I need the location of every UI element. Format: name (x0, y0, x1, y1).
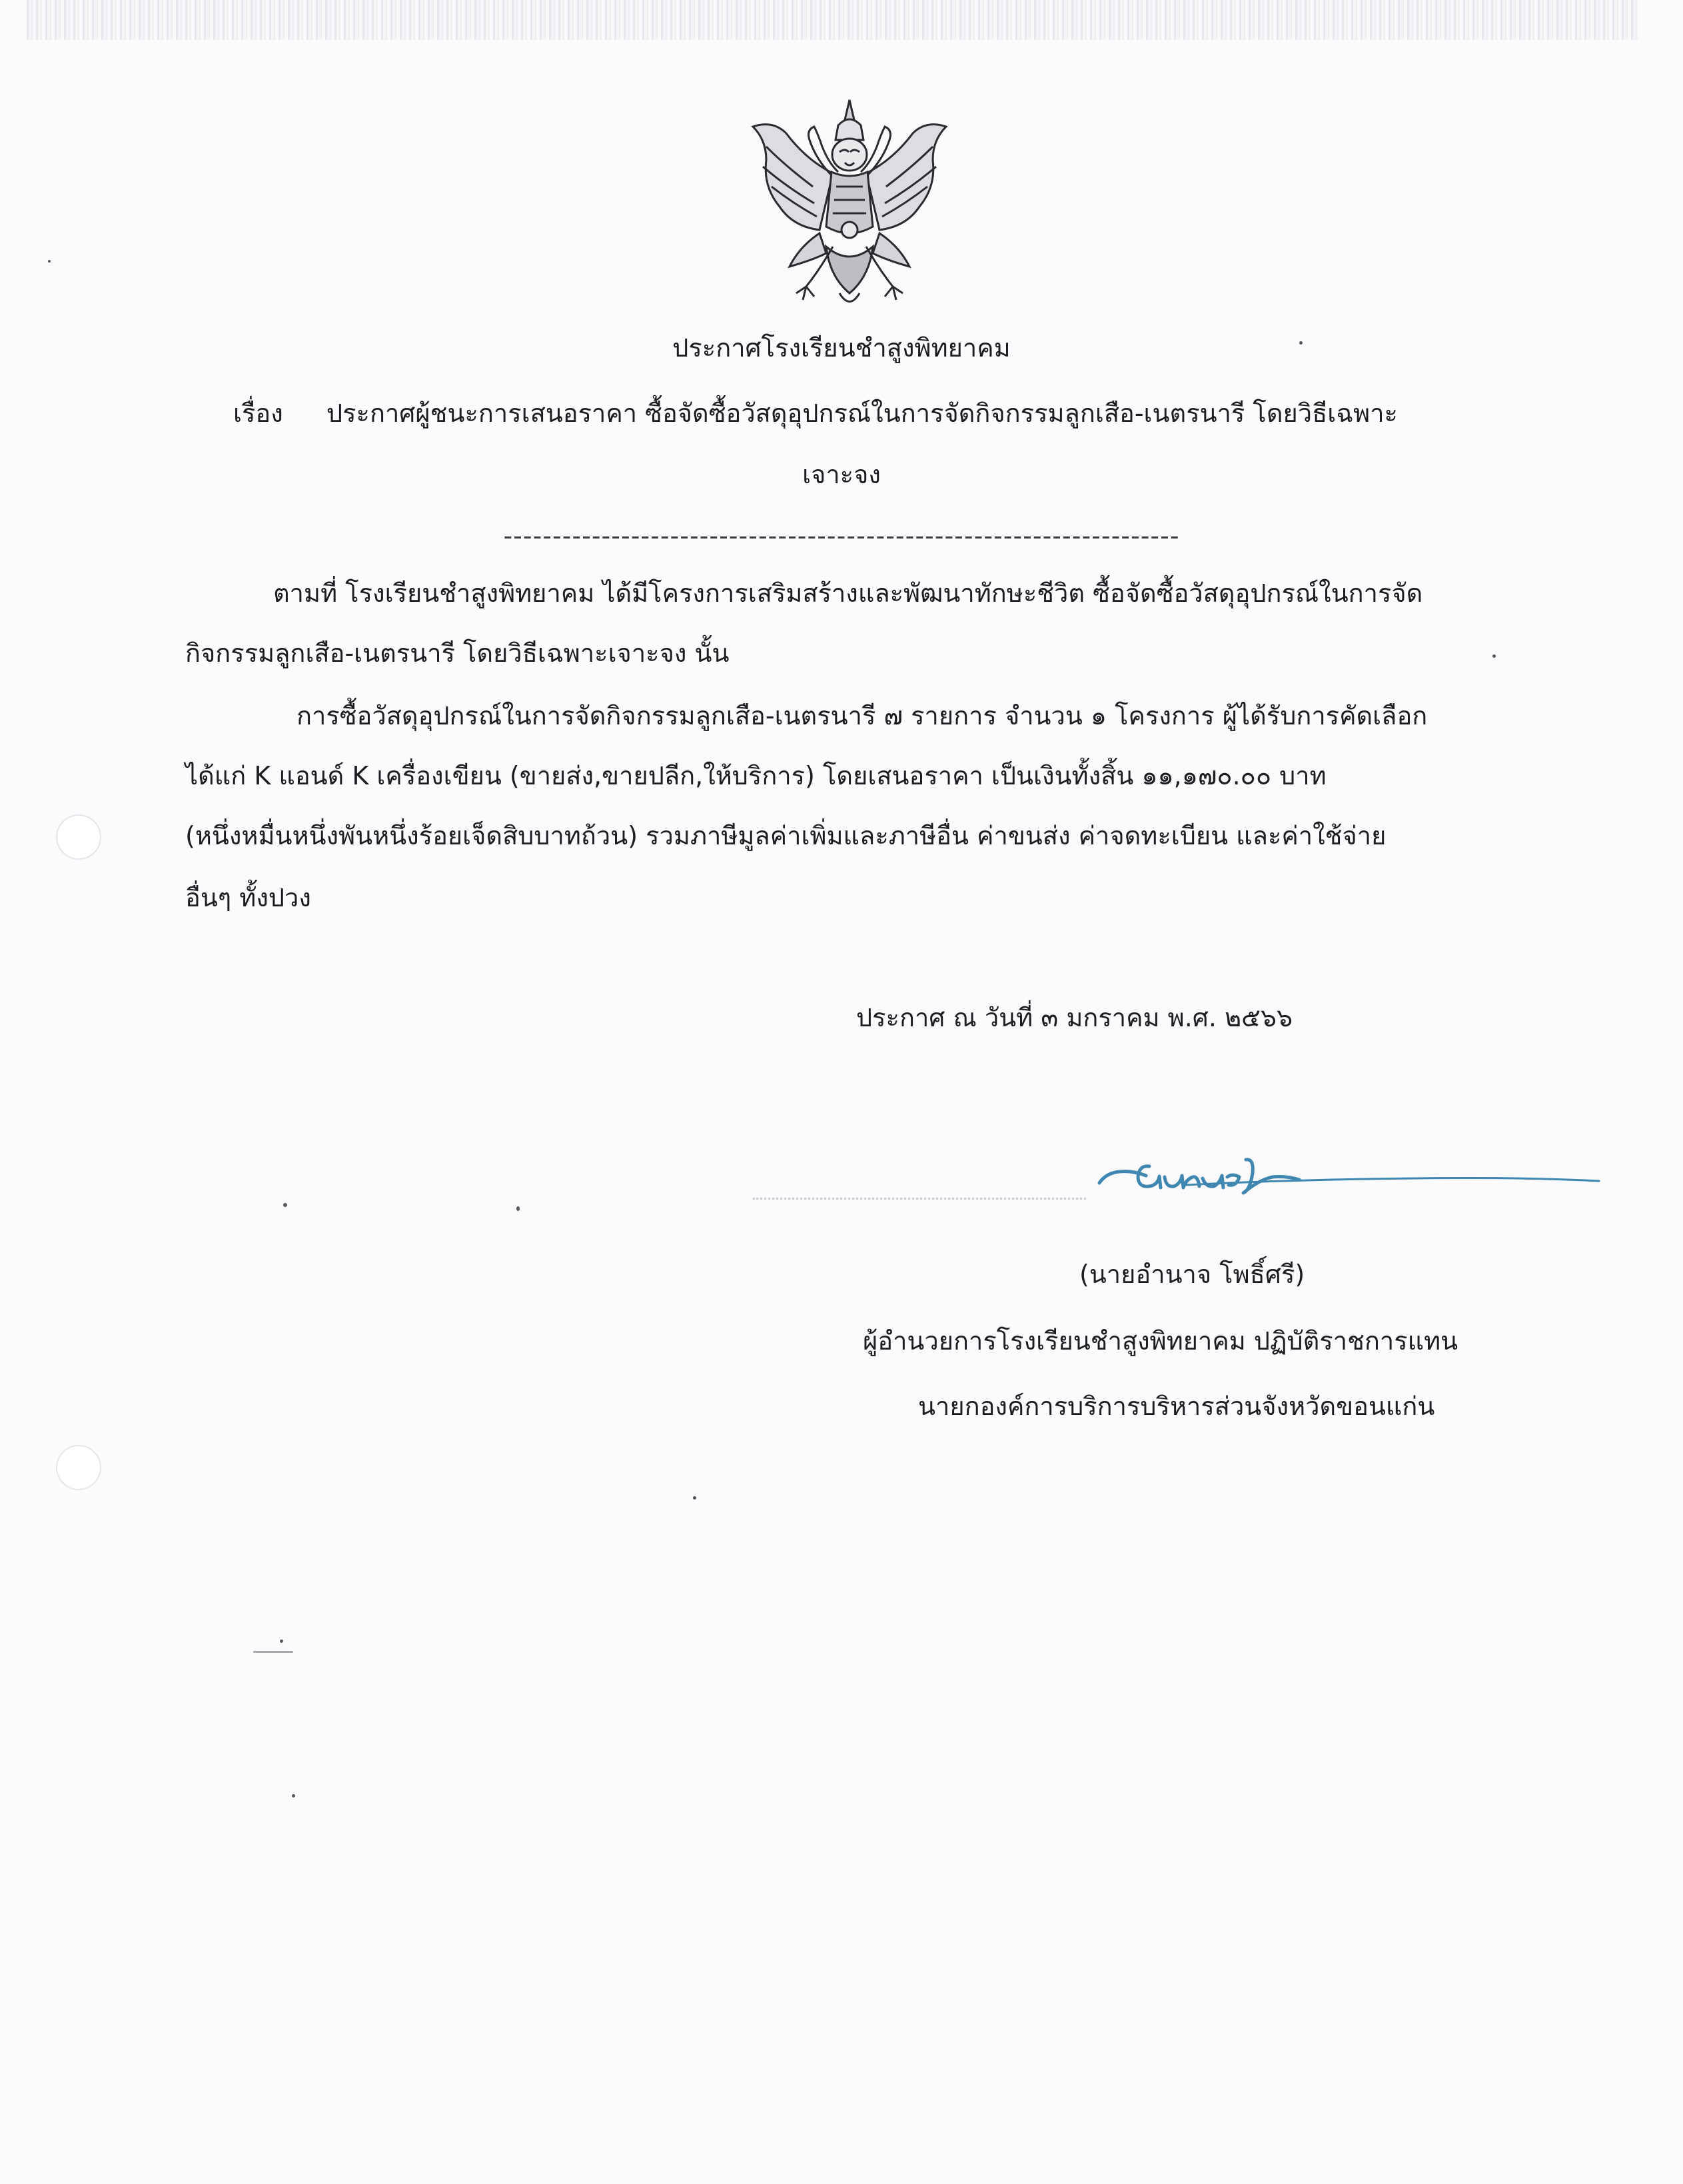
punch-hole (56, 1445, 101, 1490)
paragraph-line: ตามที่ โรงเรียนชำสูงพิทยาคม ได้มีโครงการเสริมสร้างและพัฒนาทักษะชีวิต ซื้อจัดซื้อวัสดุอุปกรณ์ในการจัด (273, 578, 1423, 608)
garuda-emblem-icon (740, 93, 959, 320)
scan-speck (516, 1206, 520, 1211)
separator-line: --------------------------------------------------------------------- (503, 521, 1180, 550)
scan-speck (292, 1794, 295, 1797)
paragraph-line: การซื้อวัสดุอุปกรณ์ในการจัดกิจกรรมลูกเสือ-เนตรนารี ๗ รายการ จำนวน ๑ โครงการ ผู้ได้รับการคัดเลือก (296, 701, 1428, 730)
announcement-title: ประกาศโรงเรียนชำสูงพิทยาคม (672, 333, 1011, 363)
scan-speck (1299, 341, 1303, 345)
paragraph-line: ได้แก่ K แอนด์ K เครื่องเขียน (ขายส่ง,ขายปลีก,ให้บริการ) โดยเสนอราคา เป็นเงินทั้งสิ้น ๑๑,๑๗๐.๐๐ บาท (185, 761, 1327, 790)
handwritten-signature-icon (1086, 1146, 1606, 1206)
punch-hole (56, 814, 101, 860)
signer-position: ผู้อำนวยการโรงเรียนชำสูงพิทยาคม ปฏิบัติราชการแทน (863, 1326, 1458, 1356)
scan-speck (253, 1651, 293, 1653)
scan-speck (280, 1639, 283, 1643)
paragraph-line: กิจกรรมลูกเสือ-เนตรนารี โดยวิธีเฉพาะเจาะจง นั้น (185, 638, 730, 668)
paragraph-line: (หนึ่งหมื่นหนึ่งพันหนึ่งร้อยเจ็ดสิบบาทถ้วน) รวมภาษีมูลค่าเพิ่มและภาษีอื่น ค่าขนส่ง ค่าจดทะเบียน และค่าใช้จ่าย (185, 821, 1387, 850)
signer-name: (นายอำนาจ โพธิ์ศรี) (1079, 1260, 1305, 1289)
signature-dotted-line (753, 1198, 1086, 1200)
subject-text-continued: เจาะจง (802, 460, 881, 489)
subject-text: ประกาศผู้ชนะการเสนอราคา ซื้อจัดซื้อวัสดุอุปกรณ์ในการจัดกิจกรรมลูกเสือ-เนตรนารี โดยวิธีเฉพาะ (326, 399, 1398, 428)
scan-speck (693, 1496, 696, 1500)
paragraph-line: อื่นๆ ทั้งปวง (185, 883, 311, 912)
scan-speck (1492, 654, 1496, 658)
scan-top-edge (27, 0, 1639, 40)
scan-speck (283, 1203, 287, 1207)
subject-label: เรื่อง (233, 399, 283, 428)
announcement-date: ประกาศ ณ วันที่ ๓ มกราคม พ.ศ. ๒๕๖๖ (856, 1003, 1293, 1032)
signer-position: นายกองค์การบริการบริหารส่วนจังหวัดขอนแก่น (918, 1392, 1435, 1421)
scan-speck (48, 260, 51, 263)
